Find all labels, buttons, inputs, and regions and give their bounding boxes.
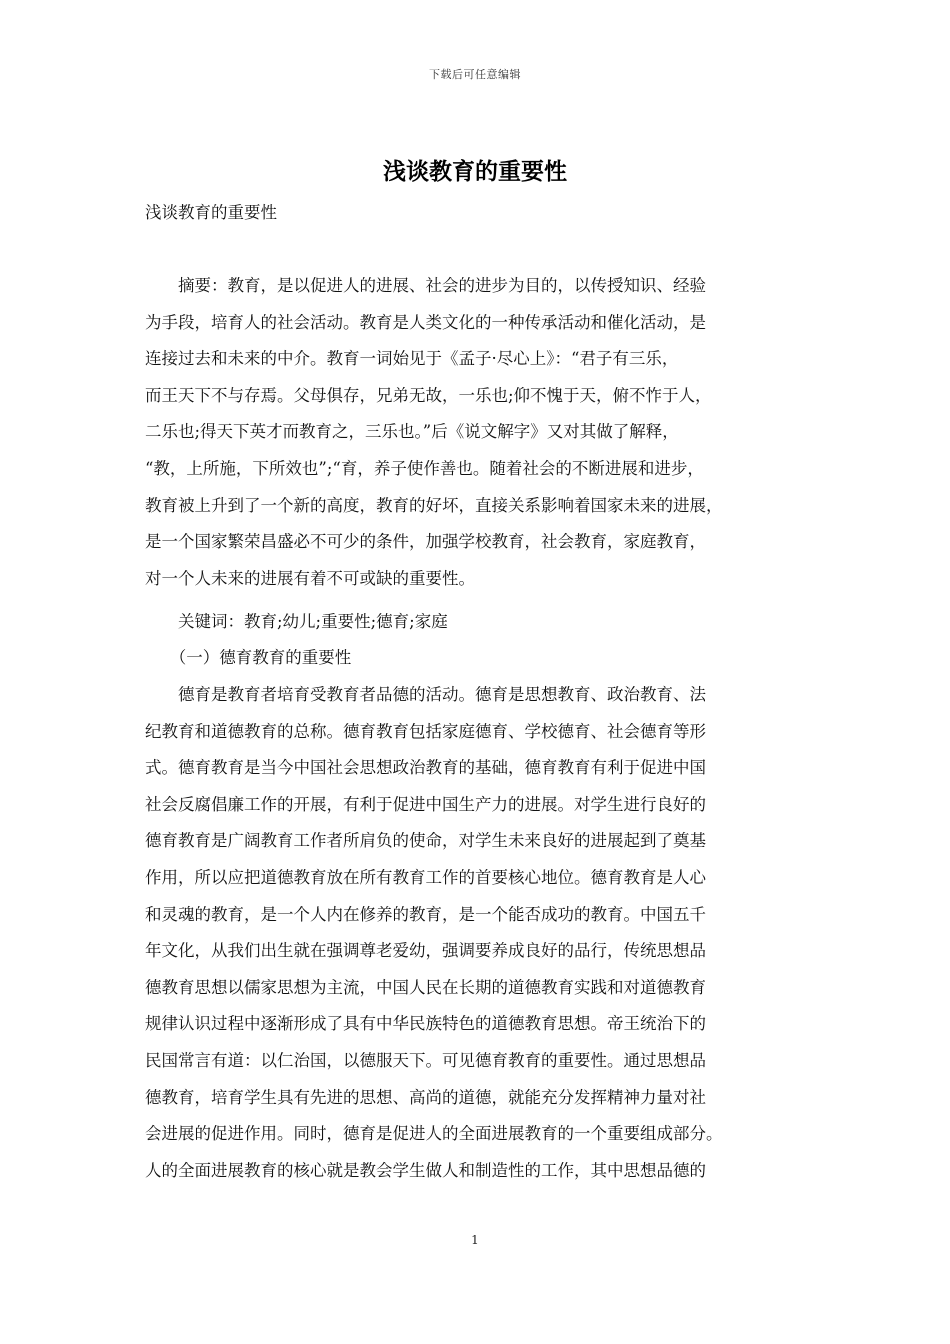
body-line: 年文化，从我们出生就在强调尊老爱幼，强调要养成良好的品行，传统思想品 xyxy=(145,941,706,961)
page-number: 1 xyxy=(471,1233,479,1247)
abstract-line: 教育被上升到了一个新的高度，教育的好坏，直接关系影响着国家未来的进展， xyxy=(145,495,723,515)
body-line: 德教育思想以儒家思想为主流，中国人民在长期的道德教育实践和对道德教育 xyxy=(145,977,706,997)
body-line: 民国常言有道：以仁治国，以德服天下。可见德育教育的重要性。通过思想品 xyxy=(145,1050,706,1070)
document-subtitle: 浅谈教育的重要性 xyxy=(145,203,277,222)
abstract-line: 为手段，培育人的社会活动。教育是人类文化的一种传承活动和催化活动，是 xyxy=(145,312,706,332)
header-note: 下载后可任意编辑 xyxy=(429,68,521,81)
abstract-line: “教，上所施，下所效也”;“育，养子使作善也。随着社会的不断进展和进步， xyxy=(145,458,704,478)
body-line: 社会反腐倡廉工作的开展，有利于促进中国生产力的进展。对学生进行良好的 xyxy=(145,794,706,814)
section-heading xyxy=(145,640,817,677)
section-heading-text: （一）德育教育的重要性 xyxy=(145,648,352,667)
body-paragraph xyxy=(145,677,817,1189)
abstract-paragraph xyxy=(145,268,817,597)
abstract-line: 二乐也;得天下英才而教育之，三乐也。”后《说文解字》又对其做了解释， xyxy=(145,422,679,442)
keywords-line xyxy=(145,604,817,641)
body-line: 德育教育是广阔教育工作者所肩负的使命，对学生未来良好的进展起到了奠基 xyxy=(145,831,706,851)
body-line: 德育是教育者培育受教育者品德的活动。德育是思想教育、政治教育、法 xyxy=(145,685,706,704)
document-title: 浅谈教育的重要性 xyxy=(383,158,567,185)
body-line: 人的全面进展教育的核心就是教会学生做人和制造性的工作，其中思想品德的 xyxy=(145,1160,706,1180)
body-line: 纪教育和道德教育的总称。德育教育包括家庭德育、学校德育、社会德育等形 xyxy=(145,721,706,741)
abstract-line: 而王天下不与存焉。父母俱存，兄弟无故，一乐也;仰不愧于天，俯不怍于人， xyxy=(145,385,712,405)
body-line: 会进展的促进作用。同时，德育是促进人的全面进展教育的一个重要组成部分。 xyxy=(145,1124,723,1144)
body-line: 和灵魂的教育，是一个人内在修养的教育，是一个能否成功的教育。中国五千 xyxy=(145,904,706,924)
abstract-line: 连接过去和未来的中介。教育一词始见于《孟子·尽心上》：“君子有三乐， xyxy=(145,349,679,369)
keywords-text: 关键词：教育;幼儿;重要性;德育;家庭 xyxy=(145,612,448,631)
body-line: 德教育，培育学生具有先进的思想、高尚的道德，就能充分发挥精神力量对社 xyxy=(145,1087,706,1107)
abstract-line: 是一个国家繁荣昌盛必不可少的条件，加强学校教育，社会教育，家庭教育， xyxy=(145,532,706,552)
abstract-line: 摘要：教育，是以促进人的进展、社会的进步为目的，以传授知识、经验 xyxy=(145,276,706,295)
abstract-line: 对一个人未来的进展有着不可或缺的重要性。 xyxy=(145,568,475,588)
body-line: 式。德育教育是当今中国社会思想政治教育的基础，德育教育有利于促进中国 xyxy=(145,758,706,778)
body-line: 规律认识过程中逐渐形成了具有中华民族特色的道德教育思想。帝王统治下的 xyxy=(145,1014,706,1034)
body-line: 作用，所以应把道德教育放在所有教育工作的首要核心地位。德育教育是人心 xyxy=(145,867,706,887)
